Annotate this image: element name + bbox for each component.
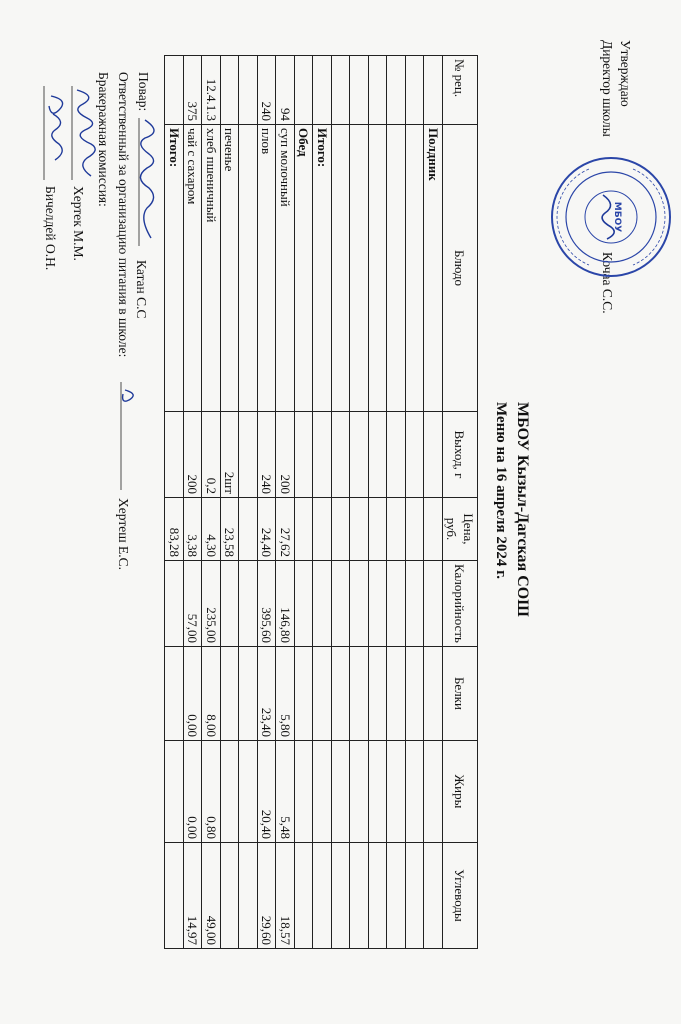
- cell-output: 2шт: [221, 412, 240, 498]
- cell-rec: [350, 56, 369, 125]
- member1-name: Хертек М.М.: [71, 186, 86, 261]
- cell-price: [239, 498, 258, 561]
- cell-price: [369, 498, 388, 561]
- cell-output: [387, 412, 406, 498]
- cell-dish: [387, 125, 406, 412]
- cell-protein: 8,00: [202, 646, 221, 740]
- cell-calories: [332, 561, 351, 647]
- cell-rec: 94: [276, 56, 295, 125]
- cell-calories: [406, 561, 425, 647]
- cell-carbs: [387, 842, 406, 948]
- cell-calories: 146,80: [276, 561, 295, 647]
- cell-fat: 5,48: [276, 740, 295, 842]
- cell-calories: [387, 561, 406, 647]
- cell-calories: [350, 561, 369, 647]
- table-row: [369, 56, 388, 949]
- cell-protein: [295, 646, 314, 740]
- cell-output: 200: [276, 412, 295, 498]
- cell-calories: [369, 561, 388, 647]
- cell-dish: [406, 125, 425, 412]
- svg-text:МБОУ: МБОУ: [612, 201, 622, 233]
- cook-label: Повар:: [136, 72, 151, 112]
- school-name: МБОУ Кызыл-Дагская СОШ: [514, 402, 531, 617]
- cell-price: [387, 498, 406, 561]
- col-header-calories: Калорийность: [443, 561, 478, 647]
- cell-fat: [295, 740, 314, 842]
- cell-carbs: 14,97: [184, 842, 203, 948]
- cell-dish: суп молочный: [276, 125, 295, 412]
- member2-signature: [36, 86, 71, 182]
- cell-dish: [239, 125, 258, 412]
- approval-line-2: Директор школы: [600, 40, 615, 137]
- cell-carbs: [369, 842, 388, 948]
- cell-rec: [221, 56, 240, 125]
- cell-fat: [239, 740, 258, 842]
- col-header-fat: Жиры: [443, 740, 478, 842]
- school-stamp: [549, 155, 673, 279]
- table-row: [276, 56, 295, 949]
- cell-fat: [350, 740, 369, 842]
- cell-carbs: [350, 842, 369, 948]
- cell-price: [424, 498, 443, 561]
- cell-price: [350, 498, 369, 561]
- table-row: [202, 56, 221, 949]
- cell-dish: [369, 125, 388, 412]
- cell-fat: 20,40: [258, 740, 277, 842]
- cell-price: 24,40: [258, 498, 277, 561]
- cell-fat: 0,00: [184, 740, 203, 842]
- cell-rec: [239, 56, 258, 125]
- cell-output: [313, 412, 332, 498]
- approval-line-1: Утверждаю: [618, 40, 633, 107]
- cell-price: 83,28: [165, 498, 184, 561]
- cell-dish: Полдник: [424, 125, 443, 412]
- cell-price: 4,30: [202, 498, 221, 561]
- cell-dish: [332, 125, 351, 412]
- cell-rec: 375: [184, 56, 203, 125]
- director-name: Кочаа С.С.: [600, 252, 615, 314]
- cell-rec: 12.4.1.3: [202, 56, 221, 125]
- cell-output: [165, 412, 184, 498]
- cell-rec: [332, 56, 351, 125]
- cell-carbs: [424, 842, 443, 948]
- cell-calories: [313, 561, 332, 647]
- cell-output: [369, 412, 388, 498]
- cell-rec: [387, 56, 406, 125]
- table-body: [165, 56, 443, 949]
- table-row: [387, 56, 406, 949]
- cell-dish: плов: [258, 125, 277, 412]
- cell-calories: [424, 561, 443, 647]
- cell-dish: чай с сахаром: [184, 125, 203, 412]
- cell-rec: [165, 56, 184, 125]
- table-row: [165, 56, 184, 949]
- cell-output: [406, 412, 425, 498]
- cell-protein: 0,00: [184, 646, 203, 740]
- cell-calories: [221, 561, 240, 647]
- menu-title: Меню на 16 апреля 2024 г.: [493, 402, 509, 579]
- responsible-name: Хертеш Е.С.: [116, 498, 131, 570]
- commission-label: Бракеражная комисcия:: [96, 72, 111, 207]
- cell-rec: [369, 56, 388, 125]
- cell-rec: [313, 56, 332, 125]
- cell-rec: 240: [258, 56, 277, 125]
- cell-output: [295, 412, 314, 498]
- cell-protein: [387, 646, 406, 740]
- cell-price: [332, 498, 351, 561]
- cell-output: 0,2: [202, 412, 221, 498]
- col-header-carbs: Углеводы: [443, 842, 478, 948]
- cell-fat: [165, 740, 184, 842]
- cell-dish: [350, 125, 369, 412]
- cell-protein: [239, 646, 258, 740]
- responsible-signature: [112, 382, 141, 492]
- cell-carbs: 49,00: [202, 842, 221, 948]
- cell-price: 27,62: [276, 498, 295, 561]
- cell-calories: 395,60: [258, 561, 277, 647]
- cell-fat: [332, 740, 351, 842]
- cell-carbs: [406, 842, 425, 948]
- cell-carbs: [313, 842, 332, 948]
- cell-protein: [313, 646, 332, 740]
- responsible-label: Ответственный за организацию питания в школе:: [116, 72, 131, 358]
- cell-dish: хлеб пшеничный: [202, 125, 221, 412]
- cell-protein: [424, 646, 443, 740]
- cell-carbs: [295, 842, 314, 948]
- menu-table: [165, 55, 479, 949]
- cell-fat: [313, 740, 332, 842]
- cell-protein: [332, 646, 351, 740]
- cell-carbs: 18,57: [276, 842, 295, 948]
- cell-output: 200: [184, 412, 203, 498]
- cell-dish: Итого:: [313, 125, 332, 412]
- cell-protein: [369, 646, 388, 740]
- table-row: [184, 56, 203, 949]
- cell-carbs: 29,60: [258, 842, 277, 948]
- cell-carbs: [239, 842, 258, 948]
- cell-fat: [369, 740, 388, 842]
- table-row: [258, 56, 277, 949]
- cell-fat: [221, 740, 240, 842]
- cell-calories: 235,00: [202, 561, 221, 647]
- cell-carbs: [332, 842, 351, 948]
- cell-protein: [350, 646, 369, 740]
- cell-price: 23,58: [221, 498, 240, 561]
- cell-rec: [295, 56, 314, 125]
- cook-name: Катан С.С: [134, 260, 149, 319]
- cell-fat: [406, 740, 425, 842]
- cell-protein: [165, 646, 184, 740]
- cell-fat: [387, 740, 406, 842]
- cell-carbs: [165, 842, 184, 948]
- cell-price: [313, 498, 332, 561]
- cell-price: [295, 498, 314, 561]
- cell-price: 3,38: [184, 498, 203, 561]
- cell-output: [424, 412, 443, 498]
- cell-protein: 5,80: [276, 646, 295, 740]
- cell-rec: [424, 56, 443, 125]
- col-header-output: Выход, г: [443, 412, 478, 498]
- table-row: [239, 56, 258, 949]
- cell-carbs: [221, 842, 240, 948]
- member2-name: Бичелдей О.Н.: [43, 186, 58, 271]
- table-row: [424, 56, 443, 949]
- cell-fat: 0,80: [202, 740, 221, 842]
- cell-output: [239, 412, 258, 498]
- cell-protein: [221, 646, 240, 740]
- cell-dish: Итого:: [165, 125, 184, 412]
- cell-output: [350, 412, 369, 498]
- cell-output: [332, 412, 351, 498]
- table-row: [313, 56, 332, 949]
- cell-dish: Обед: [295, 125, 314, 412]
- cell-fat: [424, 740, 443, 842]
- cell-protein: [406, 646, 425, 740]
- table-row: [221, 56, 240, 949]
- cell-output: 240: [258, 412, 277, 498]
- cell-calories: [239, 561, 258, 647]
- cell-protein: 23,40: [258, 646, 277, 740]
- table-row: [295, 56, 314, 949]
- cell-dish: печенье: [221, 125, 240, 412]
- table-row: [406, 56, 425, 949]
- col-header-price: Цена, руб.: [443, 498, 478, 561]
- col-header-protein: Белки: [443, 646, 478, 740]
- table-row: [332, 56, 351, 949]
- table-row: [350, 56, 369, 949]
- cell-calories: [295, 561, 314, 647]
- cook-signature: [130, 118, 165, 248]
- cell-price: [406, 498, 425, 561]
- cell-calories: [165, 561, 184, 647]
- cell-rec: [406, 56, 425, 125]
- cell-calories: 57,00: [184, 561, 203, 647]
- table-header-row: [443, 56, 478, 949]
- col-header-rec: № рец.: [443, 56, 478, 125]
- col-header-dish: Блюдо: [443, 125, 478, 412]
